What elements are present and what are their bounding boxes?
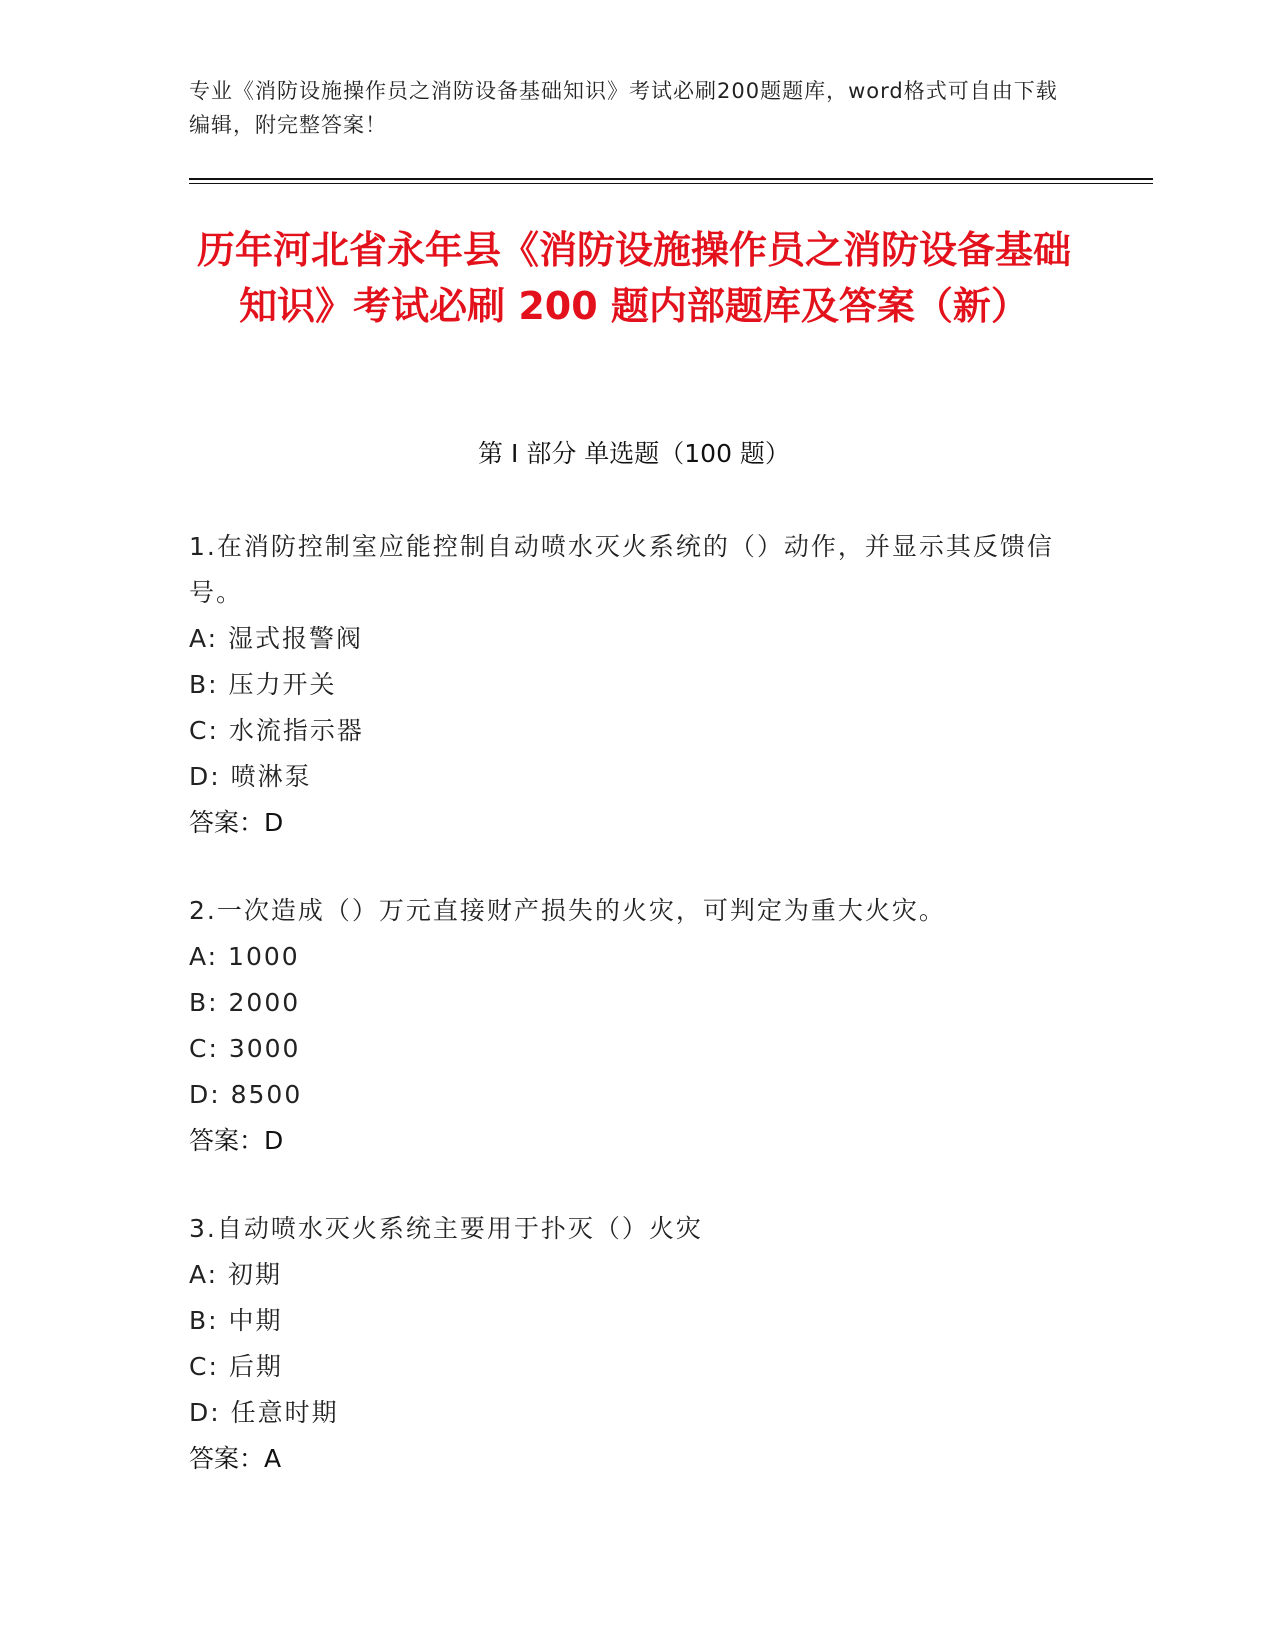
- option-a: A: 初期: [189, 1260, 283, 1289]
- question-2: [189, 888, 1069, 1164]
- option-b: B: 中期: [189, 1306, 283, 1335]
- question-1: [189, 524, 1069, 846]
- question-stem: 2.一次造成（）万元直接财产损失的火灾，可判定为重大火灾。: [189, 896, 946, 925]
- answer-line: 答案：A: [189, 1444, 282, 1473]
- option-b: B: 压力开关: [189, 670, 337, 699]
- option-d: D: 喷淋泵: [189, 762, 312, 791]
- option-a: A: 湿式报警阀: [189, 624, 364, 653]
- section-heading: 第 I 部分 单选题（100 题）: [478, 439, 790, 468]
- option-b: B: 2000: [189, 988, 301, 1017]
- header-divider-thin: [189, 183, 1153, 184]
- question-stem: 1.在消防控制室应能控制自动喷水灭火系统的（）动作，并显示其反馈信号。: [189, 532, 1054, 607]
- question-stem: 3.自动喷水灭火系统主要用于扑灭（）火灾: [189, 1214, 703, 1243]
- option-c: C: 3000: [189, 1034, 301, 1063]
- option-c: C: 水流指示器: [189, 716, 364, 745]
- answer-line: 答案：D: [189, 808, 284, 837]
- option-a: A: 1000: [189, 942, 300, 971]
- option-c: C: 后期: [189, 1352, 283, 1381]
- question-3: [189, 1206, 1069, 1482]
- header-note: 专业《消防设施操作员之消防设备基础知识》考试必刷200题题库，word格式可自由下载编辑，附完整答案！: [189, 79, 1058, 137]
- header-divider-thick: [189, 178, 1153, 180]
- answer-line: 答案：D: [189, 1126, 284, 1155]
- option-d: D: 任意时期: [189, 1398, 339, 1427]
- document-title: 历年河北省永年县《消防设施操作员之消防设备基础知识》考试必刷 200 题内部题库及答案（新）: [196, 228, 1071, 328]
- option-d: D: 8500: [189, 1080, 303, 1109]
